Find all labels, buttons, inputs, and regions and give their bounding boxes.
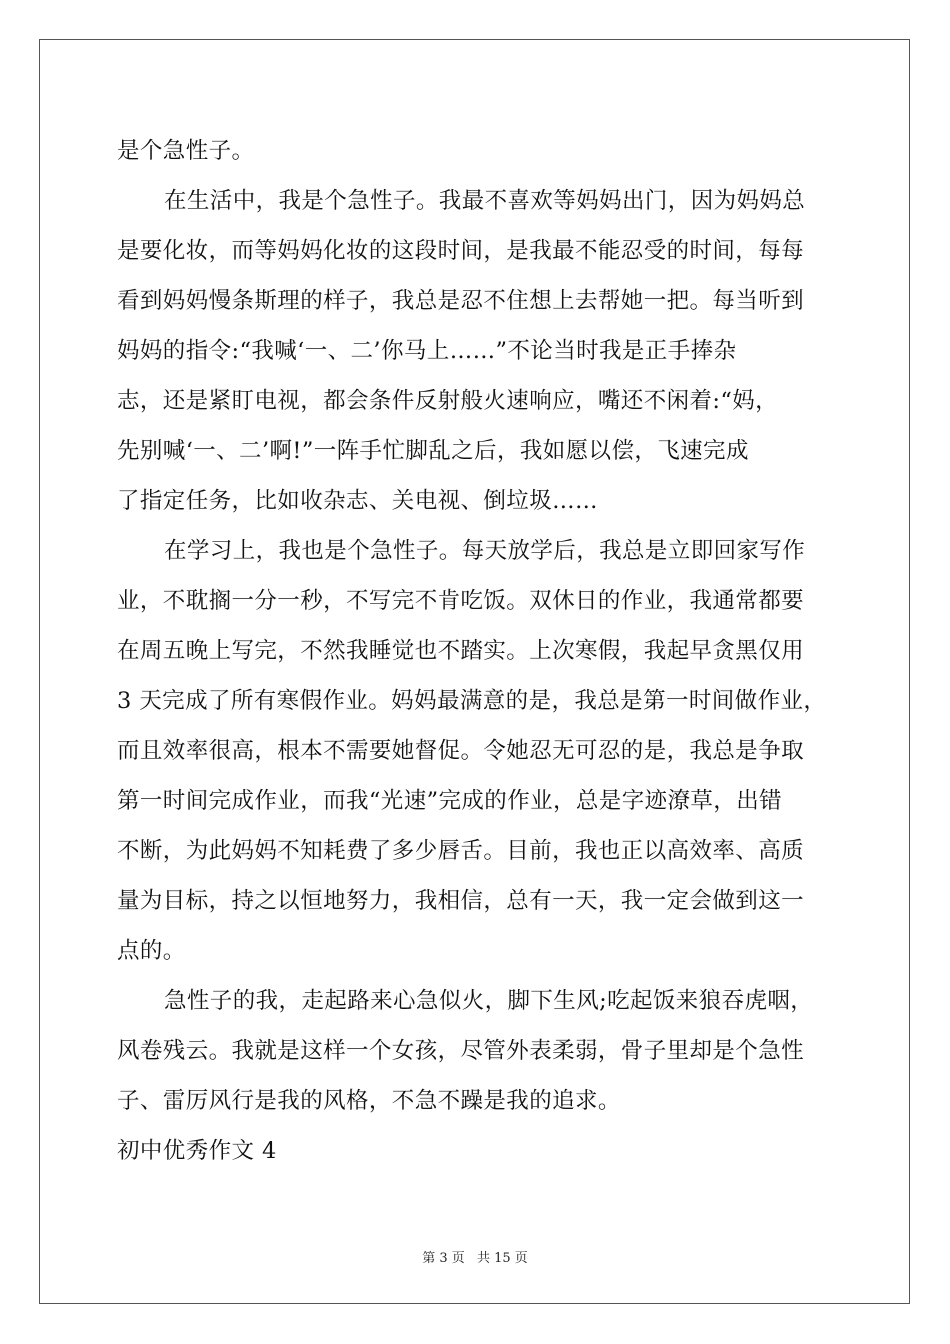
text-line: 而且效率很高，根本不需要她督促。令她忍无可忍的是，我总是争取	[117, 738, 805, 764]
paragraph-start-line: 急性子的我，走起路来心急似火，脚下生风;吃起饭来狼吞虎咽，	[164, 988, 814, 1014]
text-line: 是个急性子。	[117, 138, 255, 164]
text-line: 先别喊‘一、二’啊!”一阵手忙脚乱之后，我如愿以偿，飞速完成	[117, 438, 749, 464]
text-line: 业，不耽搁一分一秒，不写完不肯吃饭。双休日的作业，我通常都要	[117, 588, 805, 614]
text-line: 志，还是紧盯电视，都会条件反射般火速响应，嘴还不闲着:“妈，	[117, 388, 779, 414]
total-pages: 共 15 页	[476, 1251, 528, 1266]
paragraph-start-line: 在生活中，我是个急性子。我最不喜欢等妈妈出门，因为妈妈总	[164, 188, 806, 214]
section-heading: 初中优秀作文 4	[117, 1138, 277, 1164]
text-line: 子、雷厉风行是我的风格，不急不躁是我的追求。	[117, 1088, 621, 1114]
text-line: 看到妈妈慢条斯理的样子，我总是忍不住想上去帮她一把。每当听到	[117, 288, 805, 314]
text-line: 了指定任务，比如收杂志、关电视、倒垃圾……	[117, 488, 598, 514]
document-body	[117, 126, 857, 1176]
text-line: 3 天完成了所有寒假作业。妈妈最满意的是，我总是第一时间做作业，	[117, 688, 827, 714]
text-line: 不断，为此妈妈不知耗费了多少唇舌。目前，我也正以高效率、高质	[117, 838, 805, 864]
text-line: 妈妈的指令:“我喊‘一、二’你马上……”不论当时我是正手捧杂	[117, 338, 737, 364]
paragraph-start-line: 在学习上，我也是个急性子。每天放学后，我总是立即回家写作	[164, 538, 806, 564]
text-line: 风卷残云。我就是这样一个女孩，尽管外表柔弱，骨子里却是个急性	[117, 1038, 805, 1064]
text-line: 是要化妆，而等妈妈化妆的这段时间，是我最不能忍受的时间，每每	[117, 238, 805, 264]
text-line: 第一时间完成作业，而我“光速”完成的作业，总是字迹潦草，出错	[117, 788, 783, 814]
text-line: 点的。	[117, 938, 186, 964]
page-footer	[0, 1247, 950, 1266]
page-number: 第 3 页	[422, 1251, 465, 1266]
text-line: 在周五晚上写完，不然我睡觉也不踏实。上次寒假，我起早贪黑仅用	[117, 638, 805, 664]
text-line: 量为目标，持之以恒地努力，我相信，总有一天，我一定会做到这一	[117, 888, 805, 914]
